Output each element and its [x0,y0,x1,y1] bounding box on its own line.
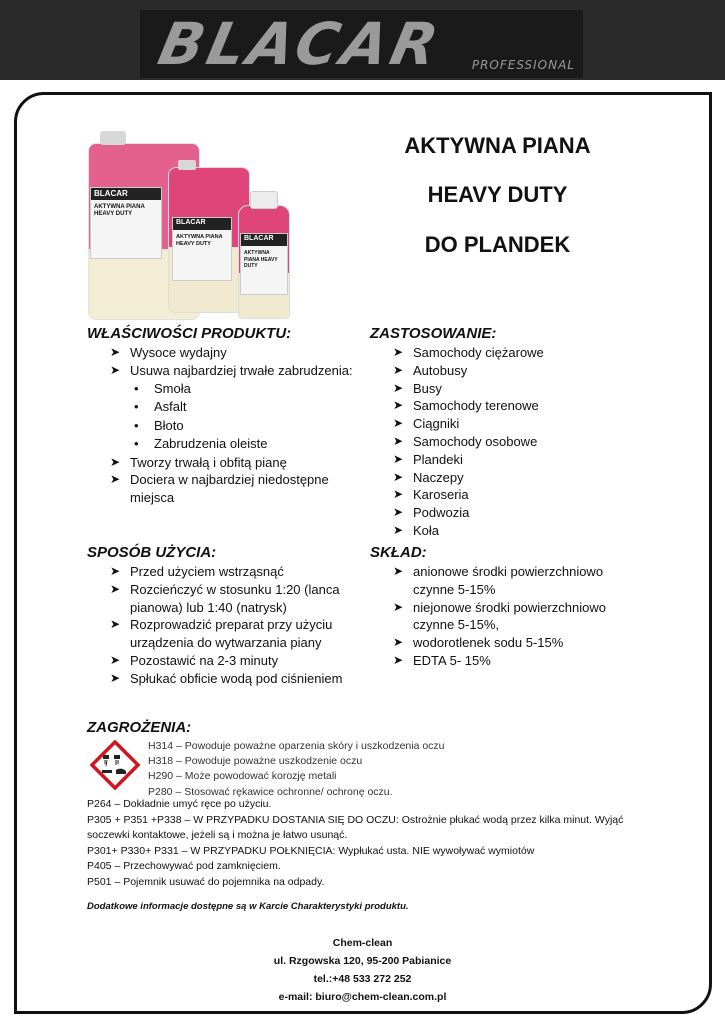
label-product-text: AKTYWNA PIANA HEAVY DUTY [176,234,223,247]
arrow-bullet-icon: ➤ [110,472,121,487]
arrow-bullet-icon: ➤ [393,398,404,413]
list-item: ➤ Przed użyciem wstrząsnąć [110,564,284,579]
list-item: ➤ Tworzy trwałą i obfitą pianę [110,454,287,470]
hazard-line: H290 – Może powodować korozję metali [148,770,337,783]
list-item: ➤ anionowe środki powierzchniowo czynne 5-15% [393,564,604,597]
arrow-bullet-icon: ➤ [393,433,404,448]
arrow-bullet-icon: ➤ [393,564,404,578]
arrow-bullet-icon: ➤ [393,487,404,502]
label-brand-text: BLACAR [94,189,128,198]
arrow-bullet-icon: ➤ [393,522,404,537]
dot-bullet-icon: • [134,380,139,396]
arrow-bullet-icon: ➤ [393,416,404,431]
list-item: • Zabrudzenia oleiste [132,435,358,454]
canister-large-cap [100,131,126,145]
list-item: ➤ Rozcieńczyć w stosunku 1:20 (lanca pianowa) lub 1:40 (natrysk) [110,581,340,615]
product-image [86,125,306,325]
corrosion-pictogram-icon [90,740,140,790]
arrow-bullet-icon: ➤ [393,362,404,377]
usage-list [108,563,358,688]
arrow-bullet-icon: ➤ [393,345,404,359]
product-title-line-2: HEAVY DUTY [427,182,568,207]
list-item: ➤ Dociera w najbardziej niedostępne miejsca [110,472,329,506]
label-brand-text: BLACAR [244,235,274,242]
properties-list [108,344,358,507]
applications-list [391,344,631,540]
list-item: ➤ Samochody osobowe [393,433,538,449]
arrow-bullet-icon: ➤ [110,454,121,469]
usage-title: SPOSÓB UŻYCIA: [87,544,217,561]
arrow-bullet-icon: ➤ [110,670,121,685]
header-band [0,0,725,80]
list-item: ➤ Autobusy [393,362,468,378]
list-item: ➤ Usuwa najbardziej trwałe zabrudzenia: [110,362,353,378]
product-title-line-3: DO PLANDEK [424,232,571,257]
list-item: ➤ wodorotlenek sodu 5-15% [393,635,564,651]
dot-bullet-icon: • [134,436,139,452]
hazard-line: P280 – Stosować rękawice ochronne/ ochronę oczu. [148,785,393,798]
composition-title: SKŁAD: [370,544,427,561]
list-item: • Błoto [132,417,358,436]
bottle-label [240,233,288,295]
list-item: ➤ Spłukać obficie wodą pod ciśnieniem [110,670,343,686]
list-item: ➤ Podwozia [393,505,470,521]
arrow-bullet-icon: ➤ [110,652,121,667]
list-item: ➤ Koła [393,522,440,538]
applications-title: ZASTOSOWANIE: [370,325,497,342]
arrow-bullet-icon: ➤ [393,652,404,667]
precaution-line: P305 + P351 +P338 – W PRZYPADKU DOSTANIA SIĘ DO OCZU: Ostrożnie płukać wodą przez kilka minut. Wyjąć soczewki kontaktowe, jeżeli są i można je łatwo usunąć. [87,813,624,841]
arrow-bullet-icon: ➤ [393,469,404,484]
dot-bullet-icon: • [134,417,139,433]
canister-medium-label [172,217,232,281]
arrow-bullet-icon: ➤ [393,451,404,466]
bottle-cap [250,191,278,209]
list-item: ➤ Ciągniki [393,416,460,432]
list-item: ➤ niejonowe środki powierzchniowo czynne 5-15%, [393,599,606,633]
list-item: ➤ Pozostawić na 2-3 minuty [110,652,279,668]
arrow-bullet-icon: ➤ [393,599,404,614]
arrow-bullet-icon: ➤ [393,635,404,650]
list-item: ➤ Plandeki [393,451,463,467]
dot-bullet-icon: • [134,399,139,415]
hazards-title: ZAGROŻENIA: [87,719,192,736]
hazard-line: H318 – Powoduje poważne uszkodzenie oczu [148,755,363,768]
arrow-bullet-icon: ➤ [393,505,404,520]
arrow-bullet-icon: ➤ [110,362,121,377]
precaution-line: P405 – Przechowywać pod zamknięciem. [87,860,281,872]
canister-large-label [90,187,162,259]
label-product-text: AKTYWNA PIANA HEAVY DUTY [94,204,145,217]
canister-medium-cap [178,160,196,170]
list-item: ➤ Busy [393,380,442,396]
arrow-bullet-icon: ➤ [110,617,121,632]
logo-subtitle: PROFESSIONAL [471,58,575,72]
hazard-statements [148,739,445,800]
list-item: ➤ EDTA 5- 15% [393,652,491,668]
hazard-line: H314 – Powoduje poważne oparzenia skóry i uszkodzenia oczu [148,740,445,752]
list-item: • Smoła [132,380,358,399]
brand-logo [140,10,583,78]
arrow-bullet-icon: ➤ [393,380,404,395]
arrow-bullet-icon: ➤ [110,581,121,596]
label-brand-text: BLACAR [176,219,206,226]
list-item: ➤ Rozprowadzić preparat przy użyciu urządzenia do wytwarzania piany [110,617,333,651]
precaution-line: P501 – Pojemnik usuwać do pojemnika na odpady. [87,875,325,888]
list-item: ➤ Samochody terenowe [393,398,539,414]
list-item: ➤ Karoseria [393,487,469,503]
list-item: ➤ Naczepy [393,469,464,485]
precaution-line: P301+ P330+ P331 – W PRZYPADKU POŁKNIĘCIA: Wypłukać usta. NIE wywoływać wymiotów [87,844,535,857]
footer-phone: tel.:+48 533 272 252 [313,973,412,985]
safety-data-sheet-note: Dodatkowe informacje dostępne są w Karcie Charakterystyki produktu. [87,901,409,912]
list-item: ➤ Samochody ciężarowe [393,345,544,360]
footer-email: e-mail: biuro@chem-clean.com.pl [278,991,447,1003]
footer-address: ul. Rzgowska 120, 95-200 Pabianice [273,955,452,967]
list-item: ➤ Wysoce wydajny [110,345,227,360]
arrow-bullet-icon: ➤ [110,345,121,359]
label-product-text: AKTYWNA PIANA HEAVY DUTY [244,250,278,269]
precaution-statements [87,797,647,890]
composition-list [391,563,631,670]
arrow-bullet-icon: ➤ [110,564,121,578]
logo-wordmark: BLACAR [152,10,448,78]
properties-title: WŁAŚCIWOŚCI PRODUKTU: [87,325,292,342]
list-item: • Asfalt [132,398,358,417]
precaution-line: P264 – Dokładnie umyć ręce po użyciu. [87,798,272,810]
product-title-line-1: AKTYWNA PIANA [404,133,591,158]
footer-company: Chem-clean [332,937,393,949]
